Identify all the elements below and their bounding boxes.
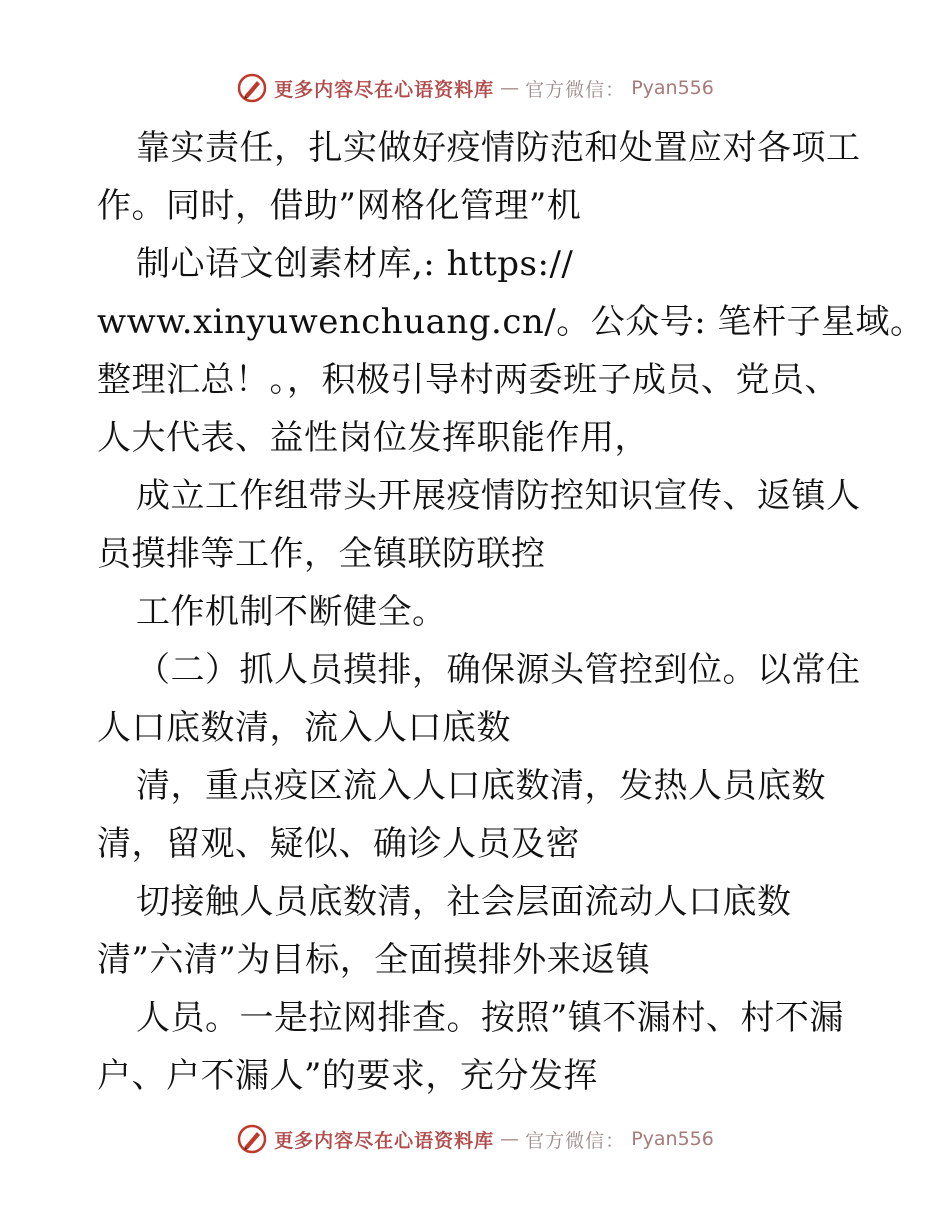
body-line: 切接触人员底数清，社会层面流动人口底数 <box>136 882 792 922</box>
body-line: 清，留观、疑似、确诊人员及密 <box>97 824 580 864</box>
header-watermark <box>0 72 950 104</box>
body-line: 制心语文创素材库,: https:// <box>136 244 574 284</box>
watermark-text: 更多内容尽在心语资料库 <box>274 1129 495 1152</box>
body-line: 作。同时，借助”网格化管理”机 <box>97 186 582 226</box>
body-line: 员摸排等工作，全镇联防联控 <box>97 534 546 574</box>
body-line: 靠实责任，扎实做好疫情防范和处置应对各项工 <box>136 128 861 168</box>
watermark-label: 官方微信： <box>525 78 626 101</box>
body-line: 清”六清”为目标，全面摸排外来返镇 <box>97 940 651 980</box>
body-line: 成立工作组带头开展疫情防控知识宣传、返镇人 <box>136 476 861 516</box>
body-line: 户、户不漏人”的要求，充分发挥 <box>97 1056 598 1096</box>
body-line: www.xinyuwenchuang.cn/。公众号: 笔杆子星域。 <box>97 302 925 342</box>
body-line: 整理汇总！。，积极引导村两委班子成员、党员、 <box>97 360 839 400</box>
body-line: （二）抓人员摸排，确保源头管控到位。以常住 <box>136 650 861 690</box>
watermark-text: 更多内容尽在心语资料库 <box>274 78 495 101</box>
body-line: 人口底数清，流入人口底数 <box>97 708 511 748</box>
pen-logo-icon <box>236 72 268 104</box>
footer-watermark <box>0 1123 950 1155</box>
watermark-id: Pyan556 <box>631 77 714 99</box>
watermark-dash: — <box>500 1128 520 1150</box>
body-line: 人员。一是拉网排查。按照”镇不漏村、村不漏 <box>136 998 844 1038</box>
watermark-dash: — <box>500 77 520 99</box>
watermark-label: 官方微信： <box>525 1129 626 1152</box>
body-line: 人大代表、益性岗位发挥职能作用， <box>97 418 649 458</box>
pen-logo-icon <box>236 1123 268 1155</box>
watermark-id: Pyan556 <box>631 1128 714 1150</box>
body-line: 工作机制不断健全。 <box>136 592 447 632</box>
body-line: 清，重点疫区流入人口底数清，发热人员底数 <box>136 766 826 806</box>
